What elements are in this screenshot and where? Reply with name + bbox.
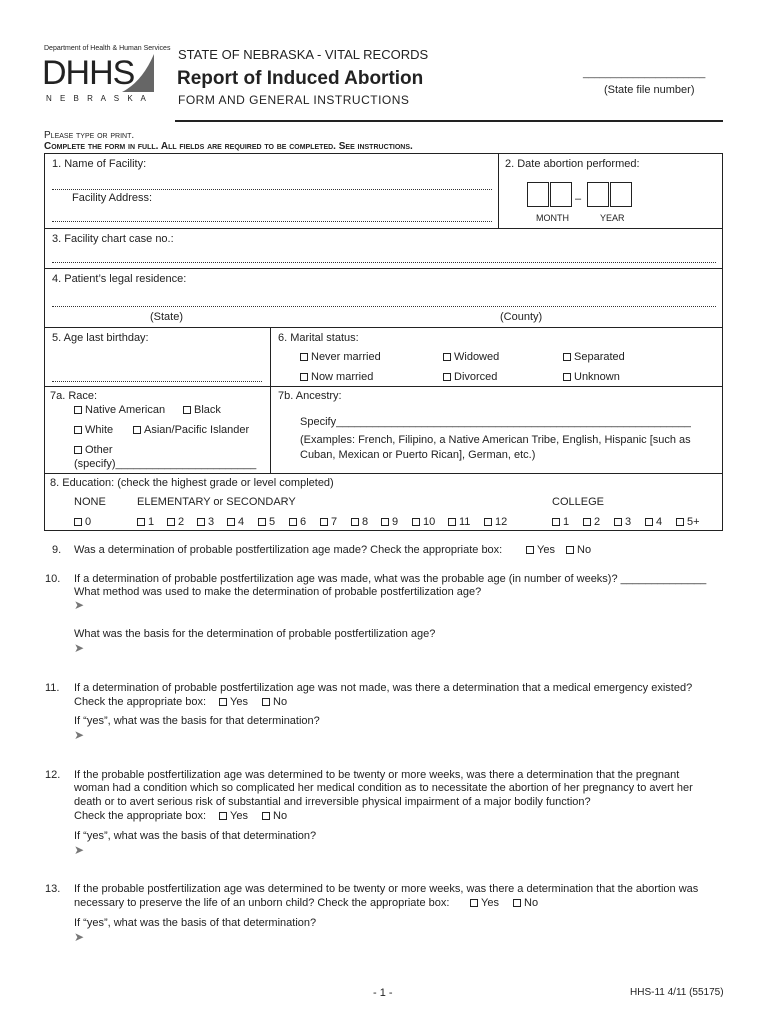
facility-name-field[interactable] bbox=[52, 189, 492, 190]
race-specify-field[interactable]: (specify)_______________________ bbox=[74, 458, 257, 470]
checkbox[interactable] bbox=[74, 446, 82, 454]
logo-swoosh-icon bbox=[120, 52, 156, 94]
education-grade-12[interactable]: 12 bbox=[484, 516, 507, 528]
education-grade-2[interactable]: 2 bbox=[167, 516, 184, 528]
education-college-label: COLLEGE bbox=[552, 496, 604, 508]
marital-label: 6. Marital status: bbox=[278, 332, 359, 344]
q10-text-a: If a determination of probable postfertilization age was made, what was the probable age (in number of weeks)? ______________ bbox=[74, 573, 707, 585]
race-black[interactable]: Black bbox=[183, 404, 221, 416]
age-label: 5. Age last birthday: bbox=[52, 332, 149, 344]
page-title: Report of Induced Abortion bbox=[177, 68, 424, 89]
residence-state-label: (State) bbox=[150, 311, 184, 323]
chart-case-field[interactable] bbox=[52, 262, 716, 263]
checkbox[interactable] bbox=[443, 373, 451, 381]
checkbox[interactable] bbox=[412, 518, 420, 526]
ancestry-specify-field[interactable]: Specify__________________________________________________________ bbox=[300, 416, 691, 428]
race-other[interactable]: Other bbox=[74, 444, 113, 456]
q10-number: 10. bbox=[45, 573, 61, 585]
q9-no[interactable]: No bbox=[566, 544, 591, 556]
year-label: YEAR bbox=[600, 213, 625, 223]
logo-main: DHHS bbox=[42, 54, 135, 92]
education-grade-3[interactable]: 3 bbox=[197, 516, 214, 528]
page-subtitle: FORM AND GENERAL INSTRUCTIONS bbox=[178, 93, 410, 107]
q12-arrow-icon[interactable]: ➤ bbox=[74, 843, 85, 857]
education-grade-1[interactable]: 1 bbox=[137, 516, 154, 528]
q12-text-a: If the probable postfertilization age was determined to be twenty or more weeks, was there a determination that the pregnant bbox=[74, 769, 680, 781]
race-white[interactable]: White bbox=[74, 424, 113, 436]
q11-yes[interactable]: Yes bbox=[219, 696, 248, 708]
checkbox[interactable] bbox=[563, 373, 571, 381]
education-grade-6[interactable]: 6 bbox=[289, 516, 306, 528]
q12-text-b: woman had a condition which so complicated her medical condition as to necessitate the abortion of her pregnancy to avert her bbox=[74, 782, 693, 794]
checkbox[interactable] bbox=[443, 353, 451, 361]
checkbox[interactable] bbox=[219, 698, 227, 706]
q12-text-e: If “yes”, what was the basis of that determination? bbox=[74, 830, 317, 842]
checkbox[interactable] bbox=[583, 518, 591, 526]
education-college-4[interactable]: 4 bbox=[645, 516, 662, 528]
q10-text-c: What was the basis for the determination of probable postfertilization age? bbox=[74, 628, 436, 640]
checkbox[interactable] bbox=[676, 518, 684, 526]
header-divider bbox=[175, 120, 723, 122]
ancestry-examples-1: (Examples: French, Filipino, a Native American Tribe, English, Hispanic [such as bbox=[300, 434, 691, 446]
checkbox[interactable] bbox=[645, 518, 653, 526]
education-grade-10[interactable]: 10 bbox=[412, 516, 435, 528]
checkbox[interactable] bbox=[289, 518, 297, 526]
checkbox[interactable] bbox=[351, 518, 359, 526]
q11-number: 11. bbox=[45, 682, 60, 694]
checkbox[interactable] bbox=[563, 353, 571, 361]
education-0[interactable]: 0 bbox=[74, 516, 91, 528]
q11-text-a: If a determination of probable postfertilization age was not made, was there a determination that a medical emergency existed? bbox=[74, 682, 693, 694]
checkbox[interactable] bbox=[513, 899, 521, 907]
chart-case-label: 3. Facility chart case no.: bbox=[52, 233, 174, 245]
education-college-5[interactable]: 5+ bbox=[676, 516, 700, 528]
q12-check-label: Check the appropriate box: bbox=[74, 810, 207, 822]
checkbox[interactable] bbox=[300, 373, 308, 381]
page-number: - 1 - bbox=[373, 987, 393, 999]
checkbox[interactable] bbox=[262, 812, 270, 820]
education-grade-9[interactable]: 9 bbox=[381, 516, 398, 528]
q9-number: 9. bbox=[52, 544, 62, 556]
checkbox[interactable] bbox=[381, 518, 389, 526]
year-digit-2[interactable] bbox=[610, 182, 632, 207]
month-digit-2[interactable] bbox=[550, 182, 572, 207]
education-college-2[interactable]: 2 bbox=[583, 516, 600, 528]
marital-widowed[interactable]: Widowed bbox=[443, 351, 499, 363]
form-id: HHS-11 4/11 (55175) bbox=[630, 987, 724, 998]
q13-number: 13. bbox=[45, 883, 61, 895]
q9-yes[interactable]: Yes bbox=[526, 544, 555, 556]
checkbox[interactable] bbox=[614, 518, 622, 526]
residence-field[interactable] bbox=[52, 306, 716, 307]
q9-text: Was a determination of probable postfertilization age made? Check the appropriate box: bbox=[74, 544, 503, 556]
q13-text-c: If “yes”, what was the basis of that determination? bbox=[74, 917, 317, 929]
month-digit-1[interactable] bbox=[527, 182, 549, 207]
residence-county-label: (County) bbox=[500, 311, 543, 323]
checkbox[interactable] bbox=[183, 406, 191, 414]
q13-yes[interactable]: Yes bbox=[470, 897, 499, 909]
marital-never-married[interactable]: Never married bbox=[300, 351, 381, 363]
q13-arrow-icon[interactable]: ➤ bbox=[74, 930, 85, 944]
checkbox[interactable] bbox=[227, 518, 235, 526]
q11-arrow-icon[interactable]: ➤ bbox=[74, 728, 85, 742]
checkbox[interactable] bbox=[258, 518, 266, 526]
q13-text-b: necessary to preserve the life of an unborn child? Check the appropriate box: bbox=[74, 897, 450, 909]
state-file-blank[interactable]: ______________________ bbox=[583, 68, 706, 79]
q10-basis-arrow-icon[interactable]: ➤ bbox=[74, 641, 85, 655]
checkbox[interactable] bbox=[74, 406, 82, 414]
marital-divorced[interactable]: Divorced bbox=[443, 371, 497, 383]
q12-yes[interactable]: Yes bbox=[219, 810, 248, 822]
instruction-2: Complete the form in full. All fields are required to be completed. See instructions. bbox=[44, 141, 413, 152]
checkbox[interactable] bbox=[484, 518, 492, 526]
q11-check-label: Check the appropriate box: bbox=[74, 696, 207, 708]
marital-now-married[interactable]: Now married bbox=[300, 371, 373, 383]
education-grade-11[interactable]: 11 bbox=[448, 516, 470, 528]
education-grade-7[interactable]: 7 bbox=[320, 516, 337, 528]
checkbox[interactable] bbox=[133, 426, 141, 434]
facility-address-field[interactable] bbox=[52, 221, 492, 222]
education-grade-8[interactable]: 8 bbox=[351, 516, 368, 528]
checkbox[interactable] bbox=[197, 518, 205, 526]
checkbox[interactable] bbox=[448, 518, 456, 526]
race-asian-pacific[interactable]: Asian/Pacific Islander bbox=[133, 424, 249, 436]
dept-name: Department of Health & Human Services bbox=[44, 45, 171, 52]
education-label: 8. Education: (check the highest grade or level completed) bbox=[50, 477, 334, 489]
education-college-3[interactable]: 3 bbox=[614, 516, 631, 528]
ancestry-examples-2: Cuban, Mexican or Puerto Rican], German, etc.) bbox=[300, 449, 536, 461]
date-dash: – bbox=[575, 193, 582, 205]
agency-name: STATE OF NEBRASKA - VITAL RECORDS bbox=[178, 47, 429, 62]
checkbox[interactable] bbox=[137, 518, 145, 526]
race-native-american[interactable]: Native American bbox=[74, 404, 165, 416]
education-grade-5[interactable]: 5 bbox=[258, 516, 275, 528]
q10-method-arrow-icon[interactable]: ➤ bbox=[74, 598, 85, 612]
q12-text-c: death or to avert serious risk of substantial and irreversible physical impairment of a major bodily function? bbox=[74, 796, 591, 808]
checkbox[interactable] bbox=[470, 899, 478, 907]
q13-no[interactable]: No bbox=[513, 897, 538, 909]
checkbox[interactable] bbox=[219, 812, 227, 820]
race-label: 7a. Race: bbox=[50, 390, 98, 402]
checkbox[interactable] bbox=[167, 518, 175, 526]
marital-separated[interactable]: Separated bbox=[563, 351, 625, 363]
q11-text-c: If “yes”, what was the basis for that determination? bbox=[74, 715, 320, 727]
checkbox[interactable] bbox=[74, 518, 82, 526]
q11-no[interactable]: No bbox=[262, 696, 287, 708]
checkbox[interactable] bbox=[526, 546, 534, 554]
instruction-1: Please type or print. bbox=[44, 130, 135, 141]
ancestry-label: 7b. Ancestry: bbox=[278, 390, 342, 402]
checkbox[interactable] bbox=[552, 518, 560, 526]
year-digit-1[interactable] bbox=[587, 182, 609, 207]
checkbox[interactable] bbox=[262, 698, 270, 706]
q12-number: 12. bbox=[45, 769, 61, 781]
q12-no[interactable]: No bbox=[262, 810, 287, 822]
month-label: MONTH bbox=[536, 213, 569, 223]
date-performed-label: 2. Date abortion performed: bbox=[505, 158, 640, 170]
education-none-label: NONE bbox=[74, 496, 106, 508]
logo-sub: N E B R A S K A bbox=[46, 94, 149, 103]
checkbox[interactable] bbox=[320, 518, 328, 526]
education-grade-4[interactable]: 4 bbox=[227, 516, 244, 528]
education-elementary-label: ELEMENTARY or SECONDARY bbox=[137, 496, 296, 508]
facility-name-label: 1. Name of Facility: bbox=[52, 158, 147, 170]
checkbox[interactable] bbox=[300, 353, 308, 361]
facility-address-label: Facility Address: bbox=[72, 192, 153, 204]
residence-label: 4. Patient’s legal residence: bbox=[52, 273, 187, 285]
checkbox[interactable] bbox=[566, 546, 574, 554]
age-field[interactable] bbox=[52, 381, 262, 382]
marital-unknown[interactable]: Unknown bbox=[563, 371, 620, 383]
q10-text-b: What method was used to make the determination of probable postfertilization age? bbox=[74, 586, 482, 598]
state-file-label: (State file number) bbox=[604, 84, 695, 96]
q13-text-a: If the probable postfertilization age was determined to be twenty or more weeks, was there a determination that the abortion was bbox=[74, 883, 699, 895]
education-college-1[interactable]: 1 bbox=[552, 516, 569, 528]
checkbox[interactable] bbox=[74, 426, 82, 434]
